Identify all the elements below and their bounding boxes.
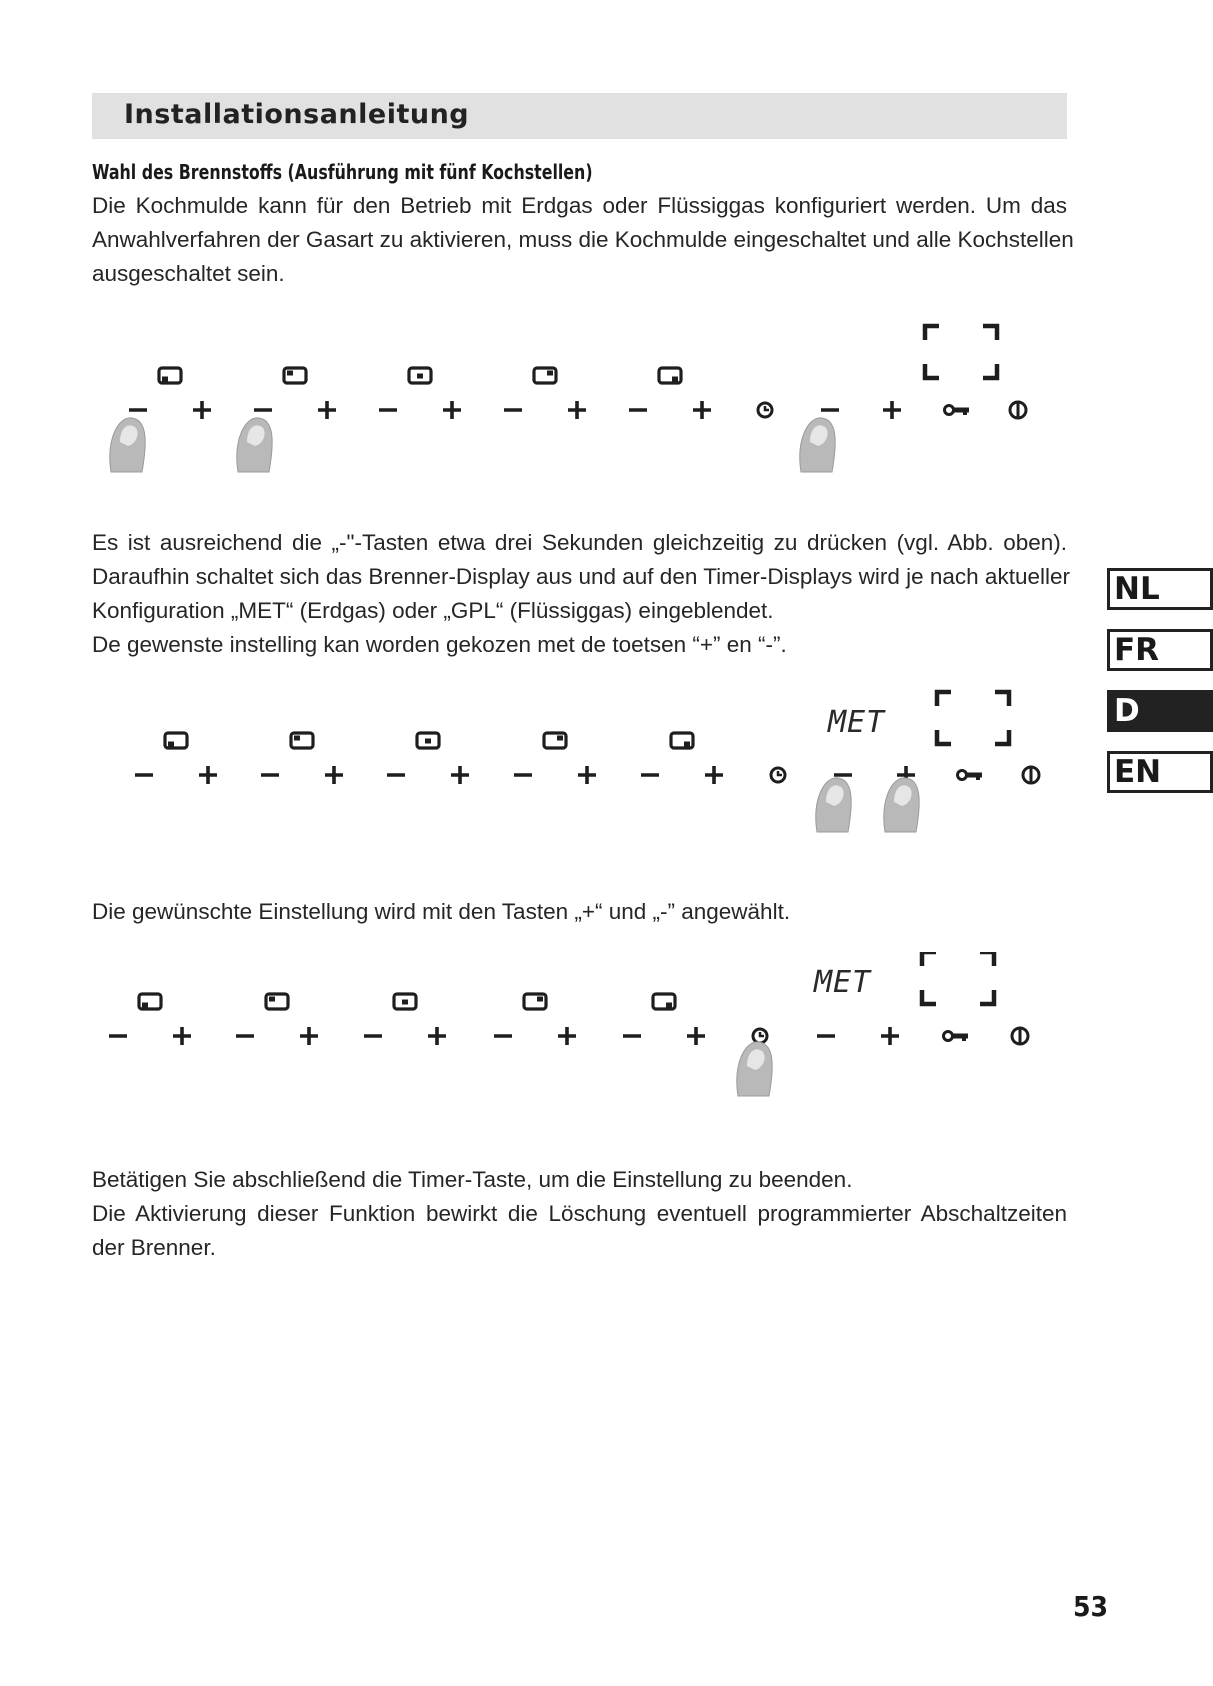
paragraph-step-3 — [92, 1163, 1067, 1265]
power-icon[interactable] — [1012, 1028, 1028, 1044]
timer-clock-icon[interactable] — [771, 768, 785, 782]
burner-front-right-icon — [659, 368, 681, 383]
language-tabs — [1107, 568, 1211, 812]
plus-button[interactable] — [318, 401, 336, 419]
paragraph-intro — [92, 189, 1074, 291]
plus-button[interactable] — [300, 1027, 318, 1045]
timer-display-text: MET — [828, 705, 886, 740]
language-tab-en[interactable]: EN — [1107, 751, 1213, 793]
plus-button[interactable] — [558, 1027, 576, 1045]
plus-button[interactable] — [881, 1027, 899, 1045]
plus-button[interactable] — [451, 766, 469, 784]
plus-button[interactable] — [883, 401, 901, 419]
finger-press-icon — [800, 418, 835, 472]
language-tab-nl[interactable]: NL — [1107, 568, 1213, 610]
plus-button[interactable] — [693, 401, 711, 419]
burner-front-left-icon — [139, 994, 161, 1009]
control-panel-step-2 — [0, 686, 1213, 866]
finger-press-icon — [816, 778, 851, 832]
timer-display-frame — [925, 326, 997, 378]
burner-front-left-icon — [159, 368, 181, 383]
text-line: Daraufhin schaltet sich das Brenner-Display aus und auf den Timer-Displays wird je nach aktueller — [92, 564, 1070, 589]
section-heading: Wahl des Brennstoffs (Ausführung mit fünf Kochstellen) — [92, 160, 593, 184]
plus-button[interactable] — [443, 401, 461, 419]
plus-button[interactable] — [199, 766, 217, 784]
plus-button[interactable] — [578, 766, 596, 784]
burner-back-right-icon — [524, 994, 546, 1009]
control-panel-step-3 — [0, 952, 1213, 1132]
power-icon[interactable] — [1010, 402, 1026, 418]
text-line: Die Kochmulde kann für den Betrieb mit Erdgas oder Flüssiggas konfiguriert werden. Um das — [92, 193, 1067, 218]
text-line: Anwahlverfahren der Gasart zu aktivieren, muss die Kochmulde eingeschaltet und alle Kochstellen — [92, 227, 1074, 252]
burner-back-left-icon — [284, 368, 306, 383]
paragraph-step-1 — [92, 526, 1070, 662]
timer-clock-icon[interactable] — [758, 403, 772, 417]
plus-button[interactable] — [568, 401, 586, 419]
timer-display-frame — [937, 692, 1009, 744]
power-icon[interactable] — [1023, 767, 1039, 783]
key-lock-icon[interactable] — [944, 1032, 969, 1042]
finger-press-icon — [110, 418, 145, 472]
burner-center-icon — [409, 368, 431, 383]
burner-back-left-icon — [291, 733, 313, 748]
plus-button[interactable] — [428, 1027, 446, 1045]
plus-button[interactable] — [325, 766, 343, 784]
text-line: Die gewünschte Einstellung wird mit den Tasten „+“ und „-” angewählt. — [92, 899, 791, 924]
finger-press-icon — [737, 1042, 772, 1096]
plus-button[interactable] — [193, 401, 211, 419]
burner-back-left-icon — [266, 994, 288, 1009]
key-lock-icon[interactable] — [958, 771, 983, 781]
burner-front-right-icon — [653, 994, 675, 1009]
text-line: Die Aktivierung dieser Funktion bewirkt die Löschung eventuell programmierter Abschaltzeiten — [92, 1201, 1067, 1226]
text-line: ausgeschaltet sein. — [92, 261, 285, 286]
plus-button[interactable] — [705, 766, 723, 784]
burner-front-left-icon — [165, 733, 187, 748]
text-line: Es ist ausreichend die „-"-Tasten etwa drei Sekunden gleichzeitig zu drücken (vgl. Abb. oben). — [92, 530, 1067, 555]
burner-center-icon — [394, 994, 416, 1009]
burner-back-right-icon — [544, 733, 566, 748]
burner-front-right-icon — [671, 733, 693, 748]
page-number: 53 — [1073, 1590, 1109, 1623]
text-line: der Brenner. — [92, 1235, 216, 1260]
text-line: Konfiguration „MET“ (Erdgas) oder „GPL“ (Flüssiggas) eingeblendet. — [92, 598, 774, 623]
header-bar — [92, 93, 1067, 139]
text-line: De gewenste instelling kan worden gekozen met de toetsen “+” en “-”. — [92, 632, 787, 657]
text-line: Betätigen Sie abschließend die Timer-Taste, um die Einstellung zu beenden. — [92, 1167, 853, 1192]
language-tab-d[interactable]: D — [1107, 690, 1213, 732]
timer-display-text: MET — [814, 965, 872, 1000]
key-lock-icon[interactable] — [945, 406, 970, 416]
burner-center-icon — [417, 733, 439, 748]
paragraph-step-2 — [92, 895, 1067, 929]
language-tab-fr[interactable]: FR — [1107, 629, 1213, 671]
finger-press-icon — [884, 778, 919, 832]
burner-back-right-icon — [534, 368, 556, 383]
page-title: Installationsanleitung — [124, 99, 470, 130]
finger-press-icon — [237, 418, 272, 472]
timer-clock-icon[interactable] — [753, 1029, 767, 1043]
plus-button[interactable] — [687, 1027, 705, 1045]
plus-button[interactable] — [173, 1027, 191, 1045]
control-panel-step-1 — [0, 320, 1213, 500]
timer-display-frame — [922, 952, 994, 1004]
